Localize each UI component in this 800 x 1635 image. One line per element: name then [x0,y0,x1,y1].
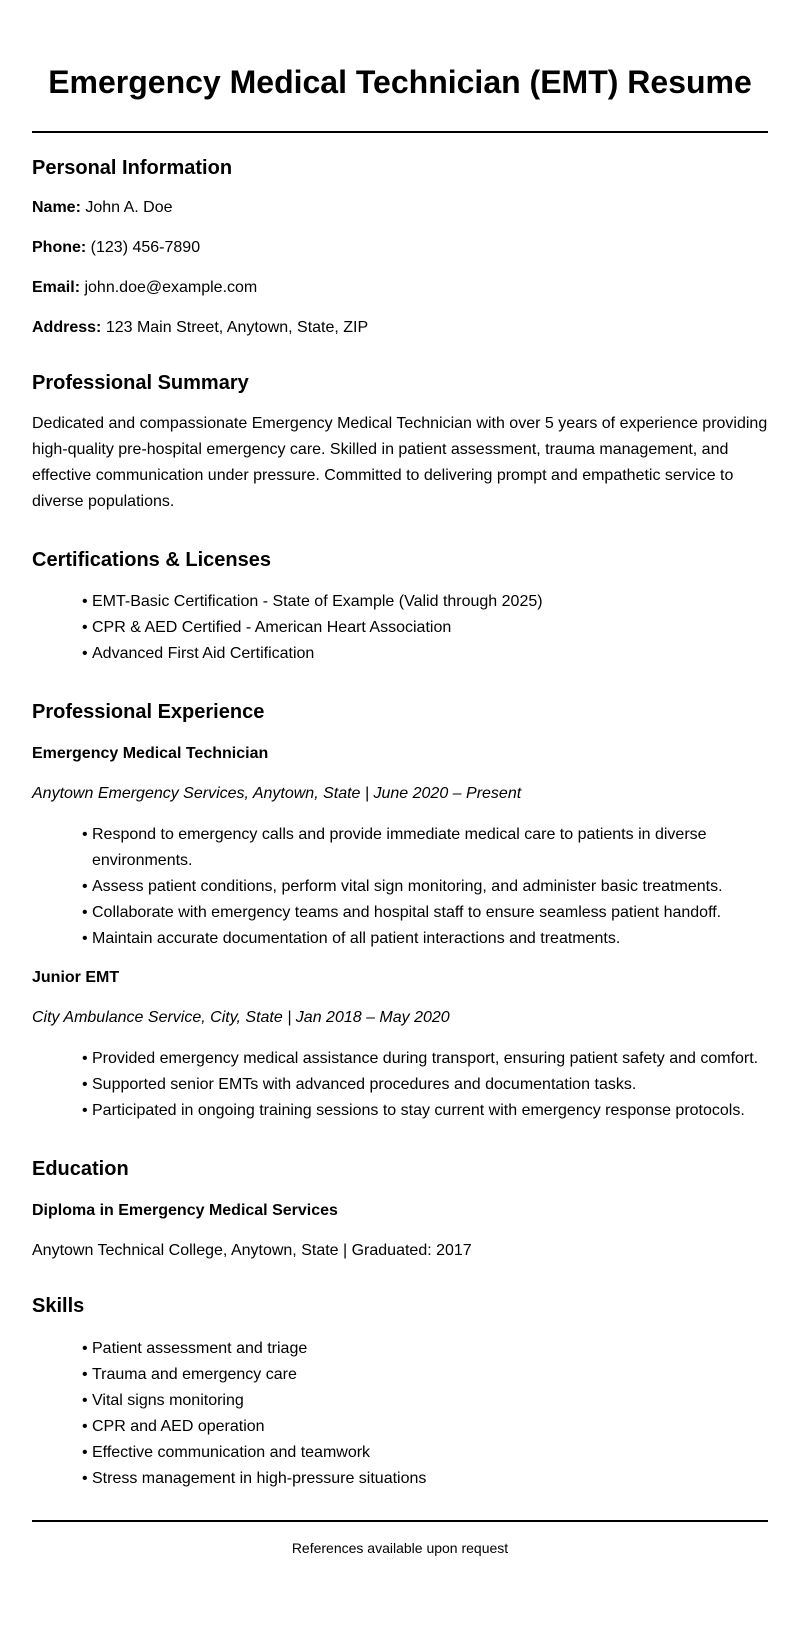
footer-divider [32,1520,768,1522]
certifications-heading: Certifications & Licenses [32,549,271,571]
job-duties-list [32,822,768,952]
phone-value: (123) 456-7890 [90,239,201,256]
skill-item: • Stress management in high-pressure situations [82,1466,768,1492]
skills-list [32,1336,768,1492]
skill-item: • Trauma and emergency care [82,1362,768,1388]
certification-item: • EMT-Basic Certification - State of Example (Valid through 2025) [82,589,768,615]
job-duty-item: • Maintain accurate documentation of all patient interactions and treatments. [82,926,768,952]
certification-item: • Advanced First Aid Certification [82,641,768,667]
professional-experience-heading: Professional Experience [32,701,265,723]
skill-item: • Patient assessment and triage [82,1336,768,1362]
name-line [32,198,768,218]
job-duties-list [32,1046,768,1124]
personal-information-section [32,156,768,338]
job-meta: Anytown Emergency Services, Anytown, State | June 2020 – Present [32,785,522,802]
name-label: Name: [32,199,81,216]
professional-experience-section [32,700,768,1124]
email-line [32,278,768,298]
job-title: Emergency Medical Technician [32,745,269,762]
email-label: Email: [32,279,81,296]
footer-note: References available upon request [291,1540,509,1556]
skill-item: • Vital signs monitoring [82,1388,768,1414]
professional-summary-heading: Professional Summary [32,372,249,394]
personal-information-heading: Personal Information [32,157,233,179]
address-line [32,318,768,338]
job-entry [32,744,768,952]
professional-summary-section [32,371,768,515]
skill-item: • CPR and AED operation [82,1414,768,1440]
skills-heading: Skills [32,1295,85,1317]
skill-item: • Effective communication and teamwork [82,1440,768,1466]
education-section [32,1157,768,1261]
phone-line [32,238,768,258]
professional-summary-text: Dedicated and compassionate Emergency Medical Technician with over 5 years of experience providing high-quality pre-hospital emergency care. Skilled in patient assessment, trauma management, and effective communication under pressure. Committed to delivering prompt and empathetic service to diverse populations. [32,415,768,510]
page-title: Emergency Medical Technician (EMT) Resume [48,64,752,100]
education-heading: Education [32,1158,129,1180]
skills-section [32,1294,768,1492]
job-duty-item: • Participated in ongoing training sessions to stay current with emergency response protocols. [82,1098,768,1124]
email-value: john.doe@example.com [84,279,258,296]
title-divider [32,131,768,133]
job-duty-item: • Provided emergency medical assistance during transport, ensuring patient safety and comfort. [82,1046,768,1072]
job-duty-item: • Respond to emergency calls and provide immediate medical care to patients in diverse environments. [82,822,768,874]
certifications-list [32,589,768,667]
address-value: 123 Main Street, Anytown, State, ZIP [105,319,369,336]
certification-item: • CPR & AED Certified - American Heart Association [82,615,768,641]
education-details: Anytown Technical College, Anytown, State | Graduated: 2017 [32,1242,472,1259]
job-title: Junior EMT [32,969,120,986]
phone-label: Phone: [32,239,87,256]
resume-page [32,0,768,1557]
job-entry [32,968,768,1124]
job-meta: City Ambulance Service, City, State | Jan 2018 – May 2020 [32,1009,450,1026]
certifications-section [32,548,768,667]
address-label: Address: [32,319,102,336]
job-duty-item: • Assess patient conditions, perform vital sign monitoring, and administer basic treatments. [82,874,768,900]
job-duty-item: • Supported senior EMTs with advanced procedures and documentation tasks. [82,1072,768,1098]
name-value: John A. Doe [85,199,173,216]
education-degree: Diploma in Emergency Medical Services [32,1202,338,1219]
job-duty-item: • Collaborate with emergency teams and hospital staff to ensure seamless patient handoff. [82,900,768,926]
